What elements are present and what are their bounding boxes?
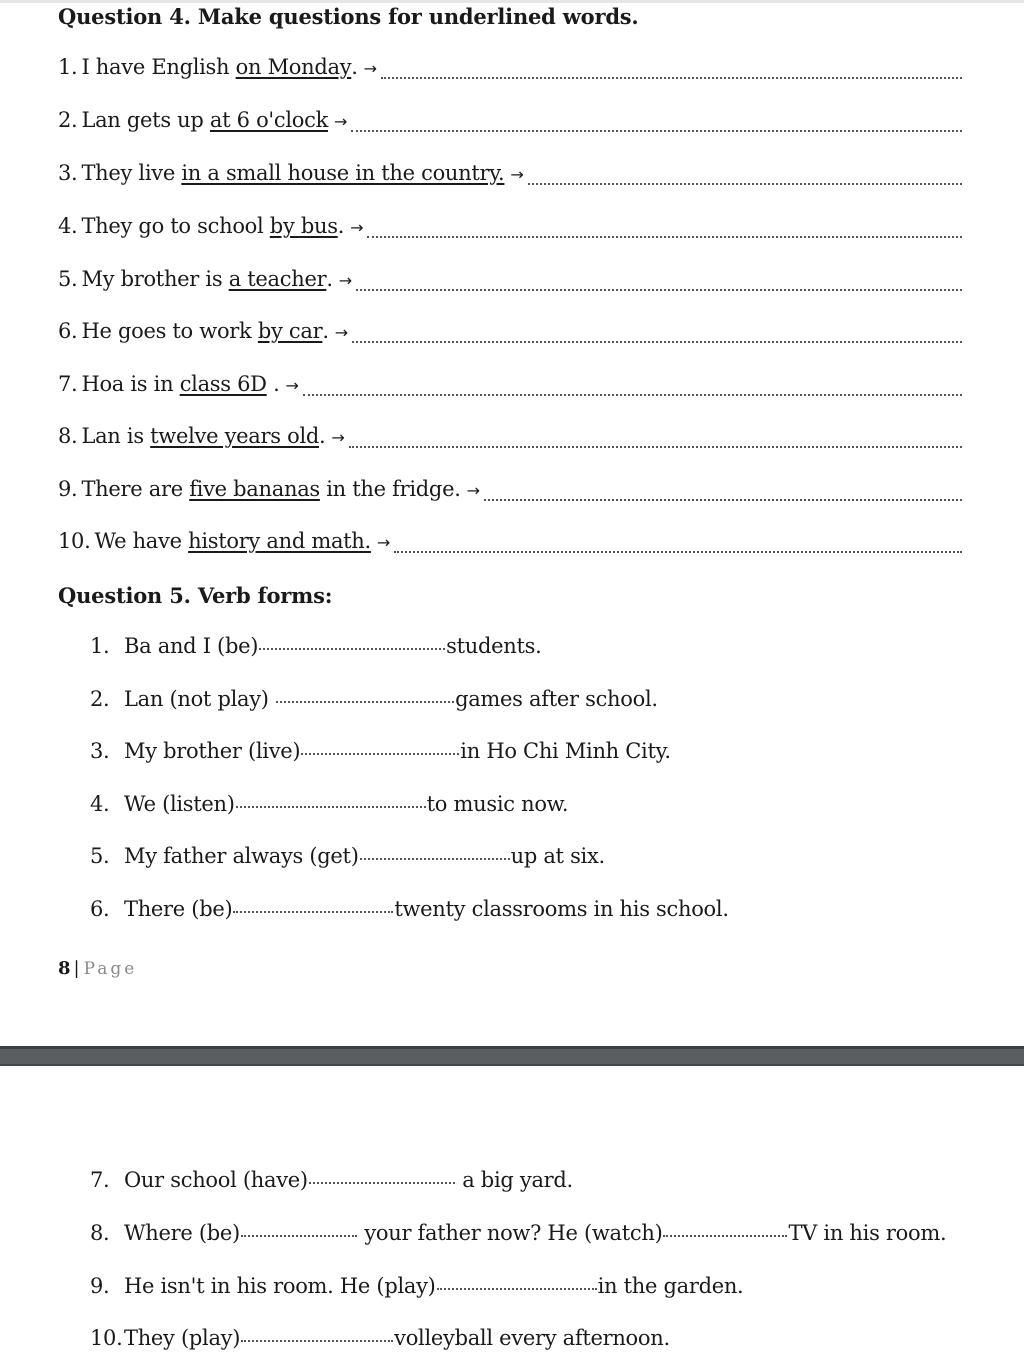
answer-blank[interactable] [352, 341, 962, 343]
answer-blank[interactable] [276, 701, 454, 703]
q4-item-text: They live [81, 161, 182, 185]
q5-item-number: 2. [90, 687, 110, 711]
q4-item-text-end: in the fridge. [319, 477, 461, 501]
q5-item-text-end: to music now. [426, 792, 569, 816]
q5-item-text-end: TV in his room. [788, 1221, 947, 1245]
q4-underlined-words: class 6D [179, 372, 267, 396]
q5-item-number: 4. [90, 792, 110, 816]
q4-item-number: 4. [58, 214, 78, 238]
q4-item-5 [58, 267, 962, 297]
q5-item-8 [90, 1221, 946, 1251]
q5-item-text: Lan (not play) [124, 687, 276, 711]
answer-blank[interactable] [303, 394, 962, 396]
q4-item-text: They go to school [81, 214, 270, 238]
arrow-icon: → [350, 218, 364, 237]
q4-underlined-words: history and math. [188, 529, 371, 553]
q4-item-4 [58, 214, 962, 244]
arrow-icon: → [338, 271, 352, 290]
q4-item-number: 9. [58, 477, 78, 501]
q4-underlined-words: a teacher [228, 267, 327, 291]
q5-item-number: 5. [90, 844, 110, 868]
arrow-icon: → [466, 481, 480, 500]
q5-item-number: 3. [90, 739, 110, 763]
footer-separator: | [73, 958, 80, 979]
q4-underlined-words: at 6 o'clock [209, 108, 329, 132]
q4-underlined-words: in a small house in the country. [181, 161, 505, 185]
answer-blank[interactable] [309, 1182, 455, 1184]
q4-item-text-end: . [326, 267, 333, 291]
answer-blank[interactable] [351, 130, 962, 132]
q5-item-text: Where (be) [124, 1221, 240, 1245]
q5-item-text-end: a big yard. [455, 1168, 573, 1192]
q5-item-text: My father always (get) [124, 844, 359, 868]
arrow-icon: → [510, 165, 524, 184]
page-label: Page [83, 959, 138, 979]
page-footer [58, 958, 137, 979]
q4-item-number: 1. [58, 55, 78, 79]
q4-item-9 [58, 477, 962, 507]
answer-blank[interactable] [437, 1288, 597, 1290]
q4-item-10 [58, 529, 962, 559]
q5-item-text: There (be) [124, 897, 233, 921]
q4-item-number: 3. [58, 161, 78, 185]
q5-item-text-mid: your father now? He (watch) [357, 1221, 663, 1245]
q4-item-text: We have [94, 529, 189, 553]
q4-item-text-end: . [322, 319, 329, 343]
arrow-icon: → [363, 59, 377, 78]
answer-blank[interactable] [236, 806, 426, 808]
q4-item-text: Hoa is in [81, 372, 180, 396]
answer-blank[interactable] [394, 551, 962, 553]
arrow-icon: → [334, 323, 348, 342]
q4-underlined-words: by car [257, 319, 323, 343]
q5-item-number: 1. [90, 634, 110, 658]
q5-item-text: They (play) [124, 1326, 241, 1350]
answer-blank[interactable] [367, 236, 962, 238]
worksheet-page-bottom [0, 1066, 1024, 1368]
q4-item-text-end: . [319, 424, 326, 448]
answer-blank[interactable] [301, 753, 459, 755]
answer-blank[interactable] [349, 446, 962, 448]
q4-item-text: My brother is [81, 267, 229, 291]
q5-item-number: 6. [90, 897, 110, 921]
question-5-heading: Question 5. Verb forms: [58, 583, 333, 608]
q5-item-text-end: up at six. [510, 844, 605, 868]
q5-item-text-end: students. [446, 634, 542, 658]
q5-item-text-end: in the garden. [597, 1274, 744, 1298]
q5-item-text-end: volleyball every afternoon. [394, 1326, 670, 1350]
q5-item-10 [90, 1326, 670, 1356]
arrow-icon: → [285, 376, 299, 395]
q5-item-1 [90, 634, 541, 664]
q5-item-text: My brother (live) [124, 739, 301, 763]
q5-item-number: 8. [90, 1221, 110, 1245]
answer-blank[interactable] [484, 499, 962, 501]
q5-item-7 [90, 1168, 573, 1198]
q5-item-4 [90, 792, 568, 822]
answer-blank[interactable] [528, 183, 962, 185]
q5-item-6 [90, 897, 729, 927]
q4-item-text: I have English [81, 55, 236, 79]
answer-blank[interactable] [241, 1235, 357, 1237]
q4-item-3 [58, 161, 962, 191]
q4-item-text: He goes to work [81, 319, 258, 343]
q4-underlined-words: on Monday [235, 55, 352, 79]
q4-item-7 [58, 372, 962, 402]
arrow-icon: → [376, 533, 391, 552]
q4-underlined-words: five bananas [189, 477, 320, 501]
q4-item-2 [58, 108, 962, 138]
page-top-edge [0, 0, 1024, 3]
answer-blank[interactable] [259, 648, 445, 650]
q5-item-text: Our school (have) [124, 1168, 308, 1192]
q4-underlined-words: twelve years old [150, 424, 320, 448]
q4-item-text: Lan is [81, 424, 151, 448]
q5-item-number: 10. [90, 1326, 123, 1350]
q5-item-text-end: twenty classrooms in his school. [394, 897, 729, 921]
q4-item-number: 10. [58, 529, 91, 553]
q4-item-number: 2. [58, 108, 78, 132]
q5-item-text: Ba and I (be) [124, 634, 259, 658]
q5-item-5 [90, 844, 605, 874]
answer-blank[interactable] [356, 289, 962, 291]
q4-item-text-end: . [337, 214, 345, 238]
q4-item-number: 5. [58, 267, 78, 291]
q5-item-3 [90, 739, 671, 769]
q5-item-text: He isn't in his room. He (play) [124, 1274, 436, 1298]
answer-blank[interactable] [241, 1340, 393, 1342]
question-4-heading: Question 4. Make questions for underlined words. [58, 4, 639, 29]
q4-item-1 [58, 55, 962, 85]
q5-item-text-end: games after school. [455, 687, 658, 711]
q5-item-text: We (listen) [124, 792, 235, 816]
q4-item-text: Lan gets up [81, 108, 210, 132]
arrow-icon: → [334, 112, 348, 131]
q4-underlined-words: by bus [269, 214, 338, 238]
arrow-icon: → [331, 428, 345, 447]
q4-item-number: 8. [58, 424, 78, 448]
q4-item-number: 7. [58, 372, 78, 396]
q4-item-number: 6. [58, 319, 78, 343]
q5-item-9 [90, 1274, 743, 1304]
q4-item-text-end: . [266, 372, 280, 396]
answer-blank[interactable] [360, 858, 510, 860]
q5-item-text-end: in Ho Chi Minh City. [460, 739, 671, 763]
q5-item-2 [90, 687, 658, 717]
q4-item-text: There are [81, 477, 190, 501]
answer-blank-2[interactable] [663, 1235, 787, 1237]
q5-item-number: 7. [90, 1168, 110, 1192]
page-number: 8 [58, 958, 71, 979]
answer-blank[interactable] [233, 911, 393, 913]
q4-item-text-end: . [351, 55, 358, 79]
answer-blank[interactable] [381, 77, 962, 79]
q4-item-8 [58, 424, 962, 454]
q4-item-6 [58, 319, 962, 349]
q5-item-number: 9. [90, 1274, 110, 1298]
page-break-divider [0, 1046, 1024, 1066]
